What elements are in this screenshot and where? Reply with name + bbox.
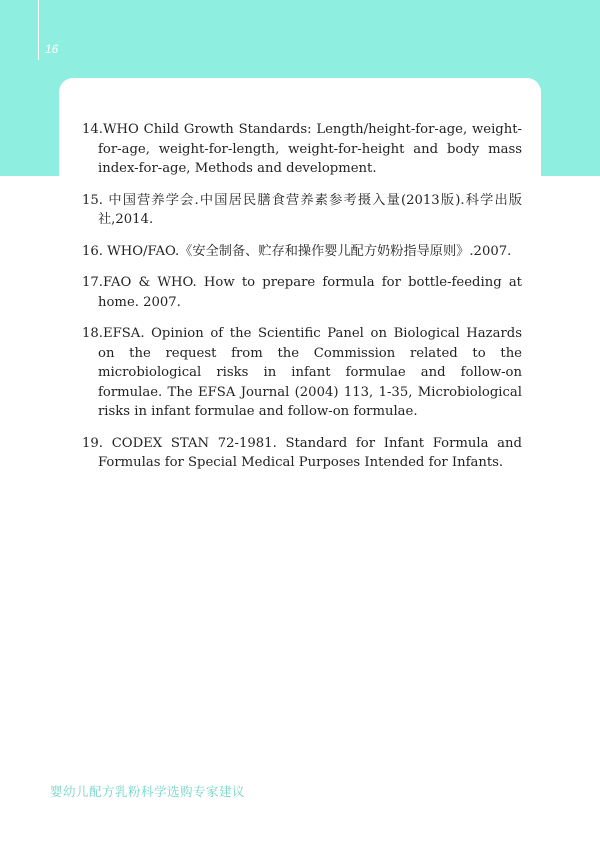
reference-item [82,434,522,473]
reference-number: 18. [82,326,103,341]
reference-text: EFSA. Opinion of the Scientific Panel on Biological Hazards on the request from the Commission related to the microbiological risks in infant formulae and follow-on formulae. The EFSA Journal (2004) 113, 1-35, Microbiological risks in infant formulae and follow-on formulae. [98,326,522,419]
reference-list [82,120,522,485]
reference-number: 16. [82,243,108,259]
reference-text: CODEX STAN 72-1981. Standard for Infant Formula and Formulas for Special Medical Purposes Intended for Infants. [98,435,522,470]
reference-number: 19. [82,435,112,451]
reference-text: WHO Child Growth Standards: Length/height-for-age, weight-for-age, weight-for-length, weight-for-height and body mass index-for-age, Methods and development. [98,122,522,176]
reference-number: 14. [82,122,103,137]
reference-text: 中国营养学会.中国居民膳食营养素参考摄入量(2013版).科学出版社,2014. [98,192,522,227]
header-divider-line [38,0,39,60]
reference-item [82,191,522,230]
reference-number: 15. [82,192,109,208]
page-number: 16 [45,42,59,56]
reference-item [82,273,522,312]
reference-item [82,324,522,422]
reference-text: FAO & WHO. How to prepare formula for bottle-feeding at home. 2007. [98,275,522,310]
reference-item [82,242,522,262]
reference-text: WHO/FAO.《安全制备、贮存和操作婴儿配方奶粉指导原则》.2007. [107,243,512,259]
footer-book-title: 婴幼儿配方乳粉科学选购专家建议 [50,784,246,799]
reference-item [82,120,522,179]
reference-number: 17. [82,275,103,290]
